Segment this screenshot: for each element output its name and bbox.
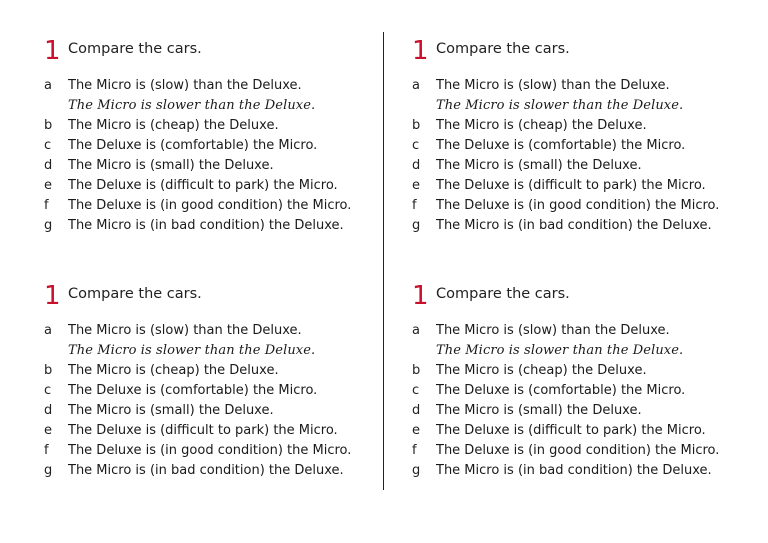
item-sentence: The Deluxe is (difficult to park) the Micro.: [68, 178, 338, 193]
item-sentence: The Deluxe is (in good condition) the Micro.: [68, 198, 352, 213]
item-letter: b: [412, 363, 421, 378]
item-letter: a: [44, 78, 52, 93]
example-answer-text: The Micro is slower than the Deluxe.: [436, 343, 684, 358]
exercise-number: 1: [412, 281, 429, 311]
item-sentence: The Micro is (small) the Deluxe.: [68, 403, 274, 418]
item-sentence: The Deluxe is (in good condition) the Micro.: [436, 198, 720, 213]
exercise-block-top-left: [44, 36, 384, 233]
item-letter: d: [412, 403, 421, 418]
exercise-title: Compare the cars.: [68, 286, 202, 302]
exercise-number: 1: [44, 36, 61, 66]
exercise-block-bottom-left: [44, 281, 384, 478]
item-letter: b: [44, 363, 53, 378]
item-letter: g: [412, 463, 421, 478]
item-letter: a: [412, 78, 420, 93]
item-letter: f: [412, 198, 417, 213]
item-letter: e: [44, 178, 52, 193]
item-letter: b: [412, 118, 421, 133]
item-letter: c: [44, 383, 52, 398]
item-sentence: The Deluxe is (in good condition) the Micro.: [68, 443, 352, 458]
item-sentence: The Micro is (in bad condition) the Deluxe.: [68, 463, 344, 478]
item-letter: a: [44, 323, 52, 338]
item-sentence: The Micro is (in bad condition) the Deluxe.: [436, 218, 712, 233]
item-letter: g: [412, 218, 421, 233]
item-sentence: The Micro is (in bad condition) the Deluxe.: [436, 463, 712, 478]
item-sentence: The Deluxe is (difficult to park) the Micro.: [68, 423, 338, 438]
item-sentence: The Micro is (slow) than the Deluxe.: [436, 323, 670, 338]
exercise-heading: [44, 36, 384, 76]
exercise-block-bottom-right: [412, 281, 752, 478]
item-sentence: The Deluxe is (comfortable) the Micro.: [68, 383, 318, 398]
exercise-title: Compare the cars.: [436, 286, 570, 302]
item-letter: c: [412, 383, 420, 398]
item-sentence: The Micro is (small) the Deluxe.: [436, 158, 642, 173]
item-letter: d: [44, 158, 53, 173]
item-letter: g: [44, 463, 53, 478]
example-answer-text: The Micro is slower than the Deluxe.: [68, 98, 316, 113]
item-letter: d: [44, 403, 53, 418]
item-letter: g: [44, 218, 53, 233]
exercise-heading: [44, 281, 384, 321]
item-sentence: The Micro is (cheap) the Deluxe.: [436, 363, 647, 378]
item-sentence: The Micro is (cheap) the Deluxe.: [68, 118, 279, 133]
exercise-title: Compare the cars.: [68, 41, 202, 57]
item-letter: e: [412, 178, 420, 193]
item-letter: c: [44, 138, 52, 153]
example-answer-text: The Micro is slower than the Deluxe.: [68, 343, 316, 358]
item-sentence: The Deluxe is (comfortable) the Micro.: [436, 138, 686, 153]
item-sentence: The Deluxe is (difficult to park) the Micro.: [436, 423, 706, 438]
item-sentence: The Deluxe is (in good condition) the Micro.: [436, 443, 720, 458]
item-letter: e: [44, 423, 52, 438]
item-sentence: The Micro is (small) the Deluxe.: [68, 158, 274, 173]
item-letter: e: [412, 423, 420, 438]
exercise-title: Compare the cars.: [436, 41, 570, 57]
item-sentence: The Micro is (cheap) the Deluxe.: [68, 363, 279, 378]
item-sentence: The Micro is (small) the Deluxe.: [436, 403, 642, 418]
item-letter: f: [44, 443, 49, 458]
item-letter: a: [412, 323, 420, 338]
exercise-heading: [412, 281, 752, 321]
example-answer-text: The Micro is slower than the Deluxe.: [436, 98, 684, 113]
exercise-block-top-right: [412, 36, 752, 233]
exercise-heading: [412, 36, 752, 76]
item-sentence: The Micro is (slow) than the Deluxe.: [68, 323, 302, 338]
item-sentence: The Micro is (cheap) the Deluxe.: [436, 118, 647, 133]
exercise-number: 1: [412, 36, 429, 66]
item-letter: d: [412, 158, 421, 173]
item-sentence: The Micro is (slow) than the Deluxe.: [436, 78, 670, 93]
item-letter: b: [44, 118, 53, 133]
item-sentence: The Deluxe is (comfortable) the Micro.: [436, 383, 686, 398]
item-sentence: The Deluxe is (comfortable) the Micro.: [68, 138, 318, 153]
item-letter: f: [412, 443, 417, 458]
vertical-divider: [383, 32, 384, 490]
item-sentence: The Deluxe is (difficult to park) the Micro.: [436, 178, 706, 193]
item-letter: c: [412, 138, 420, 153]
exercise-number: 1: [44, 281, 61, 311]
item-letter: f: [44, 198, 49, 213]
item-sentence: The Micro is (slow) than the Deluxe.: [68, 78, 302, 93]
item-sentence: The Micro is (in bad condition) the Deluxe.: [68, 218, 344, 233]
